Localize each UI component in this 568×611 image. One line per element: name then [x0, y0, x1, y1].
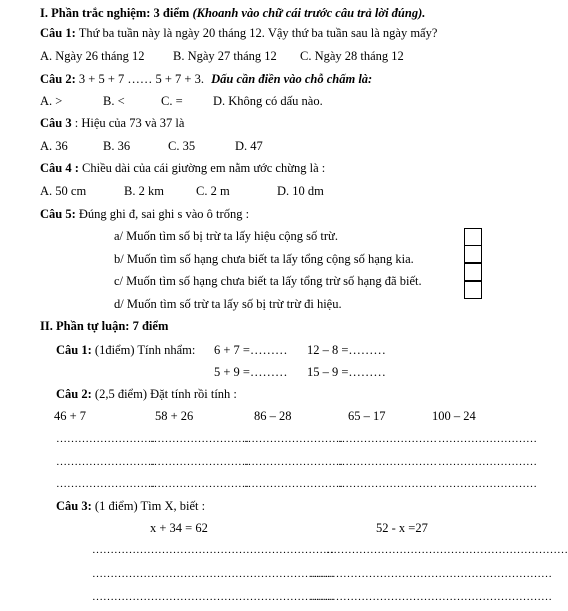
- q5-statement-b: b/ Muốn tìm số hạng chưa biết ta lấy tổng cộng số hạng kia.: [114, 252, 414, 266]
- e2-answer-line[interactable]: ………………………: [438, 478, 537, 490]
- q5-answer-box-b[interactable]: [464, 245, 482, 263]
- e1-item-1[interactable]: 6 + 7 =………: [214, 343, 288, 357]
- question-3-text: : Hiệu của 73 và 37 là: [74, 116, 185, 130]
- question-2: [40, 72, 372, 86]
- e2-answer-line[interactable]: ………………………: [244, 456, 343, 468]
- e2-item-1: 46 + 7: [54, 409, 87, 423]
- q5-statement-c: c/ Muốn tìm số hạng chưa biết ta lấy tổng trừ số hạng đã biết.: [114, 274, 422, 288]
- q1-option-a[interactable]: A. Ngày 26 tháng 12: [40, 49, 145, 63]
- q3-option-a[interactable]: A. 36: [40, 139, 68, 153]
- essay-1-text: (1điểm) Tính nhẩm:: [94, 343, 196, 357]
- question-1-text: Thứ ba tuần này là ngày 20 tháng 12. Vậy thứ ba tuần sau là ngày mấy?: [78, 26, 438, 40]
- q2-option-c[interactable]: C. =: [161, 94, 183, 108]
- q4-option-a[interactable]: A. 50 cm: [40, 184, 87, 198]
- e3-answer-line[interactable]: …………………………………………………………: [92, 544, 334, 556]
- e2-item-5: 100 – 24: [432, 409, 476, 423]
- e2-answer-line[interactable]: ………………………: [338, 478, 437, 490]
- e2-item-4: 65 – 17: [348, 409, 386, 423]
- q2-option-b[interactable]: B. <: [103, 94, 125, 108]
- e2-answer-line[interactable]: ………………………: [338, 456, 437, 468]
- e3-answer-line[interactable]: …………………………………………………………: [326, 544, 568, 556]
- e3-answer-line[interactable]: …………………………………………………………: [92, 568, 334, 580]
- e1-item-3[interactable]: 5 + 9 =………: [214, 365, 288, 379]
- q5-answer-box-d[interactable]: [464, 281, 482, 299]
- essay-2-text: (2,5 điểm) Đặt tính rồi tính :: [94, 387, 237, 401]
- part1-title: I. Phần trắc nghiệm: 3 điểm: [40, 6, 190, 20]
- e2-answer-line[interactable]: ………………………: [438, 433, 537, 445]
- e3-answer-line[interactable]: …………………………………………………………: [310, 568, 552, 580]
- question-1: [40, 26, 437, 40]
- question-3-label: Câu 3: [40, 116, 72, 130]
- e2-item-2: 58 + 26: [155, 409, 194, 423]
- question-2-instruction: Dấu cần điền vào chỗ chấm là:: [211, 72, 373, 86]
- q5-statement-a: a/ Muốn tìm số bị trừ ta lấy hiệu cộng số trừ.: [114, 229, 338, 243]
- q2-option-a[interactable]: A. >: [40, 94, 63, 108]
- question-5: [40, 207, 249, 221]
- essay-3: [56, 499, 205, 513]
- question-4-label: Câu 4 :: [40, 161, 79, 175]
- q2-option-d[interactable]: D. Không có dấu nào.: [213, 94, 323, 108]
- question-4: [40, 161, 325, 175]
- question-2-text: 3 + 5 + 7 …… 5 + 7 + 3.: [78, 72, 204, 86]
- question-2-label: Câu 2:: [40, 72, 76, 86]
- q4-option-b[interactable]: B. 2 km: [124, 184, 164, 198]
- essay-1-label: Câu 1:: [56, 343, 92, 357]
- q1-option-c[interactable]: C. Ngày 28 tháng 12: [300, 49, 404, 63]
- q4-option-c[interactable]: C. 2 m: [196, 184, 230, 198]
- part1-heading: [40, 6, 425, 20]
- e2-answer-line[interactable]: ………………………: [150, 433, 249, 445]
- question-5-text: Đúng ghi đ, sai ghi s vào ô trống :: [78, 207, 250, 221]
- q1-option-b[interactable]: B. Ngày 27 tháng 12: [173, 49, 277, 63]
- e2-answer-line[interactable]: ………………………: [244, 433, 343, 445]
- q3-option-b[interactable]: B. 36: [103, 139, 131, 153]
- essay-1: [56, 343, 195, 357]
- part2-title: II. Phần tự luận: 7 điểm: [40, 319, 169, 333]
- q3-option-d[interactable]: D. 47: [235, 139, 263, 153]
- question-5-label: Câu 5:: [40, 207, 76, 221]
- e2-answer-line[interactable]: ………………………: [438, 456, 537, 468]
- e2-answer-line[interactable]: ………………………: [150, 478, 249, 490]
- q5-answer-box-c[interactable]: [464, 263, 482, 281]
- question-4-text: Chiều dài của cái giường em nằm ước chừng là :: [82, 161, 326, 175]
- e2-answer-line[interactable]: ………………………: [338, 433, 437, 445]
- e2-answer-line[interactable]: ………………………: [150, 456, 249, 468]
- e3-answer-line[interactable]: …………………………………………………………: [92, 591, 334, 603]
- q5-answer-box-a[interactable]: [464, 228, 482, 246]
- essay-3-text: (1 điểm) Tìm X, biết :: [94, 499, 206, 513]
- e1-item-2[interactable]: 12 – 8 =………: [307, 343, 386, 357]
- e2-answer-line[interactable]: ………………………: [244, 478, 343, 490]
- essay-3-label: Câu 3:: [56, 499, 92, 513]
- e3-answer-line[interactable]: …………………………………………………………: [310, 591, 552, 603]
- e3-item-2: 52 - x =27: [376, 521, 428, 535]
- question-1-label: Câu 1:: [40, 26, 76, 40]
- question-3: [40, 116, 184, 130]
- q3-option-c[interactable]: C. 35: [168, 139, 196, 153]
- e2-answer-line[interactable]: ………………………: [56, 433, 155, 445]
- e2-answer-line[interactable]: ………………………: [56, 478, 155, 490]
- part1-note: (Khoanh vào chữ cái trước câu trả lời đúng).: [192, 6, 426, 20]
- q5-statement-d: d/ Muốn tìm số trừ ta lấy số bị trừ trừ đi hiệu.: [114, 297, 342, 311]
- e1-item-4[interactable]: 15 – 9 =………: [307, 365, 386, 379]
- essay-2: [56, 387, 237, 401]
- q4-option-d[interactable]: D. 10 dm: [277, 184, 324, 198]
- essay-2-label: Câu 2:: [56, 387, 92, 401]
- e2-item-3: 86 – 28: [254, 409, 292, 423]
- e2-answer-line[interactable]: ………………………: [56, 456, 155, 468]
- e3-item-1: x + 34 = 62: [150, 521, 208, 535]
